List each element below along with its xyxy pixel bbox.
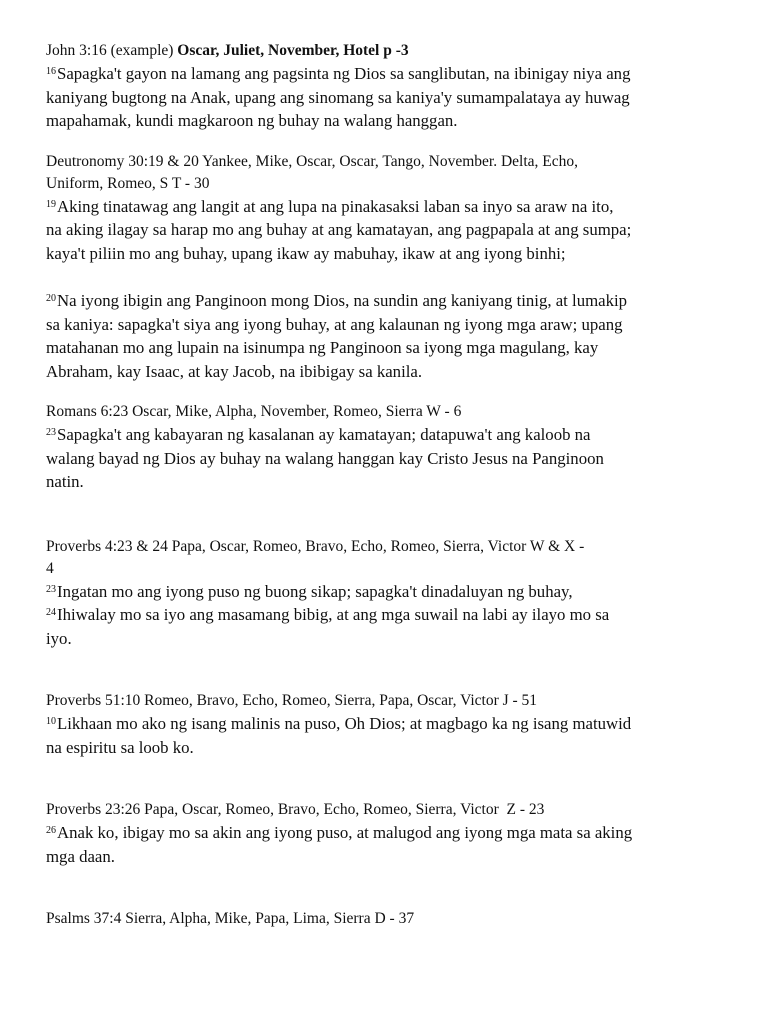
scripture-entry-proverbs-23-26 bbox=[46, 799, 736, 868]
scripture-entry-deuteronomy-30-19-20 bbox=[46, 151, 736, 384]
reference-heading: Romans 6:23 Oscar, Mike, Alpha, November, Romeo, Sierra W - 6 bbox=[46, 403, 462, 420]
verse-number: 26 bbox=[46, 825, 56, 836]
reference-heading: Deutronomy 30:19 & 20 Yankee, Mike, Oscar, Oscar, Tango, November. Delta, Echo, bbox=[46, 152, 579, 170]
verse-line: matahanan mo ang lupain na isinumpa ng Panginoon sa iyong mga magulang, kay bbox=[46, 338, 599, 357]
verse-line bbox=[46, 603, 736, 627]
verse-number: 16 bbox=[46, 66, 56, 77]
verse-number: 10 bbox=[46, 716, 56, 727]
scripture-entry-psalms-37-4 bbox=[46, 908, 736, 930]
verse-line bbox=[46, 423, 736, 447]
verse-text: Na iyong ibigin ang Panginoon mong Dios, na sundin ang kaniyang tinig, at lumakip bbox=[57, 291, 628, 310]
document-page bbox=[46, 40, 736, 930]
verse-line bbox=[46, 62, 736, 86]
reference-heading: Proverbs 51:10 Romeo, Bravo, Echo, Romeo, Sierra, Papa, Oscar, Victor J - 51 bbox=[46, 692, 538, 709]
reference-heading: 4 bbox=[46, 559, 54, 577]
verse-text: Sapagka't gayon na lamang ang pagsinta ng Dios sa sanglibutan, na ibinigay niya ang bbox=[57, 64, 631, 83]
verse-text: Sapagka't ang kabayaran ng kasalanan ay kamatayan; datapuwa't ang kaloob na bbox=[57, 425, 591, 444]
reference-heading: Proverbs 4:23 & 24 Papa, Oscar, Romeo, Bravo, Echo, Romeo, Sierra, Victor W & X - bbox=[46, 537, 585, 555]
verse-line: walang bayad ng Dios ay buhay na walang hanggan kay Cristo Jesus na Panginoon bbox=[46, 448, 604, 468]
scripture-entry-proverbs-4-23-24 bbox=[46, 536, 736, 651]
reference-heading bbox=[46, 40, 736, 62]
verse-line: iyo. bbox=[46, 628, 72, 648]
verse-line bbox=[46, 195, 736, 219]
verse-line: kaniyang bugtong na Anak, upang ang sinomang sa kaniya'y sumampalataya ay huwag bbox=[46, 87, 630, 107]
verse-line bbox=[46, 289, 736, 313]
verse-text: Aking tinatawag ang langit at ang lupa na pinakasaksi laban sa inyo sa araw na ito, bbox=[57, 196, 614, 216]
verse-line: Abraham, kay Isaac, at kay Jacob, na ibibigay sa kanila. bbox=[46, 361, 423, 381]
reference-heading: Proverbs 23:26 Papa, Oscar, Romeo, Bravo, Echo, Romeo, Sierra, Victor Z - 23 bbox=[46, 801, 545, 818]
scripture-entry-romans-6-23 bbox=[46, 401, 736, 494]
verse-number: 23 bbox=[46, 583, 56, 595]
verse-line bbox=[46, 821, 736, 845]
verse-line bbox=[46, 712, 736, 736]
verse-line: sa kaniya: sapagka't siya ang iyong buhay, at ang kalaunan ng iyong mga araw; upang bbox=[46, 314, 623, 334]
verse-number: 19 bbox=[46, 198, 56, 210]
reference-heading: Uniform, Romeo, S T - 30 bbox=[46, 174, 210, 192]
verse-line: kaya't piliin mo ang buhay, upang ikaw ay mabuhay, ikaw at ang iyong binhi; bbox=[46, 243, 566, 263]
verse-line: na aking ilagay sa harap mo ang buhay at ang kamatayan, ang pagpapala at ang sumpa; bbox=[46, 220, 632, 239]
scripture-entry-proverbs-51-10 bbox=[46, 690, 736, 759]
verse-line: mga daan. bbox=[46, 846, 115, 866]
verse-number: 20 bbox=[46, 293, 56, 304]
reference-text: John 3:16 (example) bbox=[46, 42, 178, 59]
verse-line: natin. bbox=[46, 472, 84, 491]
scripture-entry-john-3-16 bbox=[46, 40, 736, 133]
reference-heading: Psalms 37:4 Sierra, Alpha, Mike, Papa, Lima, Sierra D - 37 bbox=[46, 910, 415, 927]
verse-spacer bbox=[46, 265, 736, 289]
verse-number: 24 bbox=[46, 607, 56, 618]
verse-text: Ingatan mo ang iyong puso ng buong sikap; sapagka't dinadaluyan ng buhay, bbox=[57, 581, 573, 601]
reference-code-bold: Oscar, Juliet, November, Hotel p -3 bbox=[177, 42, 409, 59]
verse-line: mapahamak, kundi magkaroon ng buhay na walang hanggan. bbox=[46, 111, 458, 130]
verse-text: Anak ko, ibigay mo sa akin ang iyong puso, at malugod ang iyong mga mata sa aking bbox=[57, 823, 633, 842]
verse-text: Likhaan mo ako ng isang malinis na puso, Oh Dios; at magbago ka ng isang matuwid bbox=[57, 714, 632, 733]
verse-text: Ihiwalay mo sa iyo ang masamang bibig, at ang mga suwail na labi ay ilayo mo sa bbox=[57, 605, 610, 624]
verse-number: 23 bbox=[46, 427, 56, 438]
verse-line bbox=[46, 580, 736, 604]
verse-line: na espiritu sa loob ko. bbox=[46, 737, 194, 757]
